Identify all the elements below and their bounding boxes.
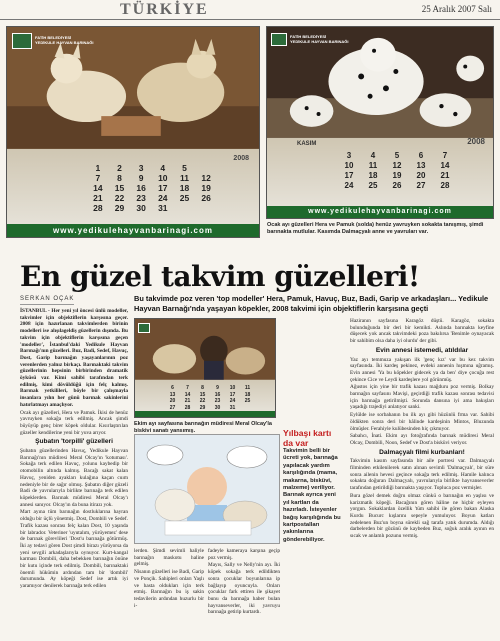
calendar-day: 4 bbox=[160, 163, 166, 173]
paragraph: Nisanın güzelleri ise Badi, Garip ve Ponçik. Sahipleri onları Yaşlı ve hasta oldukları için terk etmiş. Barınağın bu iş sakin tedavilerin ardından huzurlu bir i- bbox=[134, 569, 204, 609]
calendar-day: 28 bbox=[440, 181, 450, 190]
calendar-day: 13 bbox=[416, 161, 426, 170]
photo-caption-mid: Ekim ayı sayfasına barınağın müdiresi Meral Olcay'la biskivi sanatı yansımış. bbox=[134, 421, 272, 434]
calendar-day: 9 bbox=[138, 173, 144, 183]
calendar-day: 26 bbox=[201, 193, 211, 203]
calendar-day: 24 bbox=[344, 181, 354, 190]
paragraph: Mart ayına tüm barınağın dostluklarına hayran olduğu bir üçlü yönetmiş. Dost, Dombili ve Sedef. Trafik kazası sonrası felç kalan Dost, 10 yaşında bir labrador. Veteriner 'uyutalım, yürüyemez' dese de barınak görevlileri 'Dost'u barınağa götürmüş. İki ay tedavi gören Dost şimdi birazı yürüyorsa da yeni sevgili arkadaşlarıyla oynuyor. Kurt-kangal karması Dombili, daha bebekken barınağın önüne bir kutu içinde terk edilmiş. Dombili, barınaktaki önemli hükümin ardından tam bir 'dombili' durumunda. Ay köpeği Sedef ise artık iyi yaramıyor denilerek barınağa terk edilen bbox=[20, 509, 128, 590]
article-column-3 bbox=[208, 548, 280, 617]
subheadline: Bu takvimde poz veren 'top modeller' Hera, Pamuk, Havuç, Buz, Badi, Garip ve arkadaşları... Yedikule Hayvan Barnağı'nda yaşayan köpekler, 2008 takvimi için objektiflerin karşısına geçti bbox=[134, 294, 489, 313]
calendar-day: 29 bbox=[114, 203, 125, 213]
calendar-day: 22 bbox=[114, 193, 125, 203]
calendar-day: 20 bbox=[416, 171, 426, 180]
calendar-day: 16 bbox=[136, 183, 146, 193]
calendar-day: 18 bbox=[179, 183, 190, 193]
shelter-logo bbox=[138, 323, 150, 333]
calendar-day: 5 bbox=[182, 163, 187, 173]
photo-caption-top: Ocak ayı güzelleri Hera ve Pamuk (solda) henüz yavruyken sokakta tanışmış, şimdi barınakta mutlular. Kasımda Dalmaçyalı anne ve yavruları var. bbox=[267, 222, 484, 235]
paragraph: Ağustos için yine bir trafik kazası mağduru poz vermiş. Bolkay barınağın sayfasını Mavişi, geçirdiği trafik kazası sonrası tedavisi için barınağa getirilmişti. Sorunda dansına iyi ama bakışları yaşadığı trajediyi anlatıyor sanki. bbox=[350, 384, 494, 411]
calendar-day: 28 bbox=[93, 203, 103, 213]
calendar-day: 12 bbox=[392, 161, 402, 170]
calendar-website: www.yedikulehayvanbarinagi.com bbox=[267, 206, 493, 218]
calendar-day: 17 bbox=[158, 183, 168, 193]
byline: SERKAN OÇAK bbox=[20, 296, 74, 305]
calendar-day: 23 bbox=[136, 193, 146, 203]
paragraph: Yaz ayı temmuza yakışan ilk 'genç kız' var bu kez takvim sayfasında. İki kardeş pekinez, evdeki annenin hışmına uğramış. Evin annesi 'Ya bu köpekler gidecek ya da ben' diye çocuğa rest çekince Cice ve Leydi kardeşlere yol görünmüş. bbox=[350, 356, 494, 383]
calendar-day: 14 bbox=[440, 161, 450, 170]
calendar-footer-bar bbox=[135, 411, 275, 417]
masthead bbox=[0, 0, 500, 20]
article-column-1 bbox=[20, 308, 128, 591]
paragraph: Ocak ayı güzelleri, Hera ve Pamuk. İkisi de henüz yavruyken sokağa terk edilmiş. Ancak şimdi büyüyüp genç birer köpek oldular. Kısırlaştırılan güzeller kendilerine yeni bir yuva arıyor. bbox=[20, 409, 128, 436]
newspaper-name: TÜRKİYE bbox=[120, 1, 209, 18]
calendar-day: 11 bbox=[368, 161, 378, 170]
calendar-day: 1 bbox=[95, 163, 101, 173]
calendar-day: 27 bbox=[416, 181, 426, 190]
calendar-day: 21 bbox=[440, 171, 450, 180]
greeting-card-image bbox=[134, 434, 280, 544]
headline: En güzel takvim güzelleri! bbox=[20, 260, 420, 293]
dogs-illustration bbox=[135, 319, 275, 380]
calendar-day: 5 bbox=[394, 151, 400, 160]
calendar-day: 15 bbox=[114, 183, 125, 193]
calendar-days: 6 7 8 9 10 11 13 14 15 16 17 18 20 21 22 23 24 25 27 28 29 30 31 bbox=[169, 385, 251, 411]
calendar-day: 18 bbox=[368, 171, 378, 180]
section-heading: Dalmaçyalı filmi kurbanları! bbox=[379, 448, 465, 456]
calendar-day: 6 bbox=[418, 151, 424, 160]
calendar-day: 12 bbox=[201, 173, 211, 183]
calendar-day: 24 bbox=[158, 193, 168, 203]
paragraph: Haziranın sayfasına Karagöz düştü. Karagöz, sokakta bulunduğunda bir deri bir kemikti. Aslında barınakta keyfine düşecek yok ancak takvimdeki poza bakılırsa 'Benimle oynayacak bir sahibim olsa daha iyi olurdu' der gibi. bbox=[350, 318, 494, 345]
calendar-day: 31 bbox=[158, 203, 168, 213]
calendar-day: 17 bbox=[344, 171, 354, 180]
calendar-day: 2 bbox=[117, 163, 122, 173]
shelter-logo bbox=[271, 33, 287, 46]
paragraph: Sabahcı, İnati. Ekim ayı fotoğrafında barınak müdiresi Meral Olcay, Dombili, Noon, Sedef ve Dost'a bisküvi veriyor. bbox=[350, 433, 494, 446]
calendar-day: 19 bbox=[201, 183, 211, 193]
calendar-day: 21 bbox=[93, 193, 103, 203]
calendar-day: 3 bbox=[138, 163, 144, 173]
sidebar-callout bbox=[283, 428, 343, 544]
issue-date: 25 Aralık 2007 Salı bbox=[421, 4, 492, 14]
calendar-day: 3 bbox=[346, 151, 352, 160]
calendar-photo-january bbox=[6, 26, 260, 238]
article-column-2 bbox=[134, 548, 204, 610]
calendar-day: 14 bbox=[93, 183, 103, 193]
calendar-day: 10 bbox=[344, 161, 354, 170]
card-illustration bbox=[135, 435, 280, 544]
calendar-website: www.yedikulehayvanbarinagi.com bbox=[7, 224, 259, 237]
calendar-year: 2008 bbox=[467, 137, 485, 146]
paragraph: Eylülde ise sorbahanın bu ilk ayı gibi hüzünlü frma var. Sahibi öldükten sonra deri bir hâlinde kardeşinin Mintos, Bluzunda ölmüşler. Ferahiyle kulübesinden hiç çıkmıyor. bbox=[350, 412, 494, 432]
calendar-day: 4 bbox=[370, 151, 376, 160]
paragraph: Şubatın güzellerinden Havuç, Yedikule Hayvan Barınağı'nın müdiresi Meral Olcay'ın 'kotuması'. Sokağa terk edilen Havuç, yolunu kaybedip bir otomobilin altında kalmış. Bacağı sakat kalan Havuç, yeniden ayakları kulağına kaçan cuım nedeniyle bir de sağır olmuş. Şubatın diğer güzeli Badi de yavrularıyla birlikte barınağa terk edilen köpeklerden. Barınak müdiresi Meral Olcay'ı annesi sanıyor. Olcay'ın da buna itirazı yok. bbox=[20, 448, 128, 508]
calendar-brand: FATİH BELEDİYESİ YEDİKULE HAYVAN BARINAĞI bbox=[35, 35, 94, 45]
calendar-day: 30 bbox=[136, 203, 146, 213]
calendar-day: 25 bbox=[368, 181, 378, 190]
calendar-day bbox=[174, 203, 196, 213]
calendar-day: 10 bbox=[158, 173, 168, 183]
calendar-year: 2008 bbox=[233, 155, 249, 162]
section-heading: Evin annesi istemedi, atıldılar bbox=[375, 346, 469, 354]
calendar-day: 19 bbox=[392, 171, 402, 180]
calendar-day: 25 bbox=[179, 193, 190, 203]
calendar-days bbox=[337, 151, 457, 191]
calendar-month: KASIM bbox=[297, 141, 317, 147]
callout-title: Yılbaşı kartı da var bbox=[283, 428, 332, 448]
calendar-day: 7 bbox=[95, 173, 101, 183]
paragraph: fadeyle kameraya karşına geçip poz vermiş. bbox=[208, 548, 280, 561]
calendar-day: 7 bbox=[442, 151, 448, 160]
callout-body: Takvimin belli bir ücreti yok, barınağa yapılacak yardım karşılığında (mama, makarna, bisküvi, malzeme) veriliyor. Barınak ayrıca yeni yıl kartları da hazırladı. İsteyenler bağış karşılığında bu kartpostalları yakınlarına gönderebiliyor. bbox=[283, 448, 341, 543]
paragraph: Mayıs, Sally ve Nelly'nin ayı. İki köpek sokağa terk edildikten sonra çocuklar boyunlarına ip bağlayıp oyuncuyla. Onları çocuklar fark ettiren ile şikayet bunu da barınağa haber bulan hayvanseverler, iki yavruyu barınağa getirip kurtardı. bbox=[208, 562, 280, 616]
calendar-day: 8 bbox=[117, 173, 122, 183]
calendar-days bbox=[87, 163, 217, 213]
dogs-illustration bbox=[7, 27, 259, 149]
article-column-4 bbox=[350, 318, 494, 541]
shelter-logo bbox=[12, 33, 32, 49]
section-heading: Şubatın 'torpilli' güzelleri bbox=[35, 438, 113, 446]
paragraph: Bura gözel demek doğru olmaz cünkü o barınağın en yaşlısı ve karizmatik köpeği. Bacağının gören hâline ne hiçbir eyleyen yorgun. Sokaklardan özellik 'tüm sahibi ile gören bakan Alaska Kurdu Bucurc kışlarını sepeyle yumuluyor. Boyun katları zedelenen Buz'un boyna sürekli sağ tarafa yatık durumda. Aldığı darbelerden bir gözünü de kaybeden Buz, soğuk aralık ayının en sıcak ve anlamlı pozunu vermiş. bbox=[350, 492, 494, 540]
paragraph: lerden. Şimdi sevimli haliyle barınağın maskotu haline gelmiş. bbox=[134, 548, 204, 568]
calendar-brand: FATİH BELEDİYESİ YEDİKULE HAYVAN BARINAĞI bbox=[290, 34, 349, 44]
calendar-photo-november bbox=[266, 26, 494, 219]
paragraph: İSTANBUL - Her yeni yıl öncesi ünlü modeller, takvimler için objektiflerin karşısına geçer. 2008 için hazırlanan takvimlerden birinin modelleri ise alışılageldiş güzellerin dışında. Bu takvim için objektiflerin karşısına geçen 'modeller', İstanbul'daki Yedikule Hayvan Barınağı'nın güzelleri. Buz, Badi, Sedef, Havuç, Dost, Garip barınağın yaşayanlarının poz verenlerden yalnız birkaçı. Barınaktaki takvim güzellerinin hepsinin birbirinden dramatik öyküsü var. Kimi sahibi tarafından terk edilmiş, kimi dövüldüğü için felç kalmış. Barınak yetkilileri, böyle bir çalışmayla insanlara yılın her günü barınak sakinlerini hatırlatmayı amaçlıyor. bbox=[20, 308, 128, 408]
calendar-day: 26 bbox=[392, 181, 402, 190]
calendar-photo-october bbox=[134, 318, 276, 418]
paragraph: Takvimin kasım sayfasında bir aile portresi var. Dalmaçyalı filminden etkilenilerek satın alınan sevimli 'Dalmaçyalı', bir süre sonra ailenin hevesi geçince sokağa terk edilmiş. Hamile kalınca sokakta doğuran Dalmaçyalı, yavrularıyla birlikte hayvanseverler tarafından getirildiği barınakta yaşıyor. Topluca poz vermişler. bbox=[350, 458, 494, 492]
calendar-day: 11 bbox=[179, 173, 189, 183]
